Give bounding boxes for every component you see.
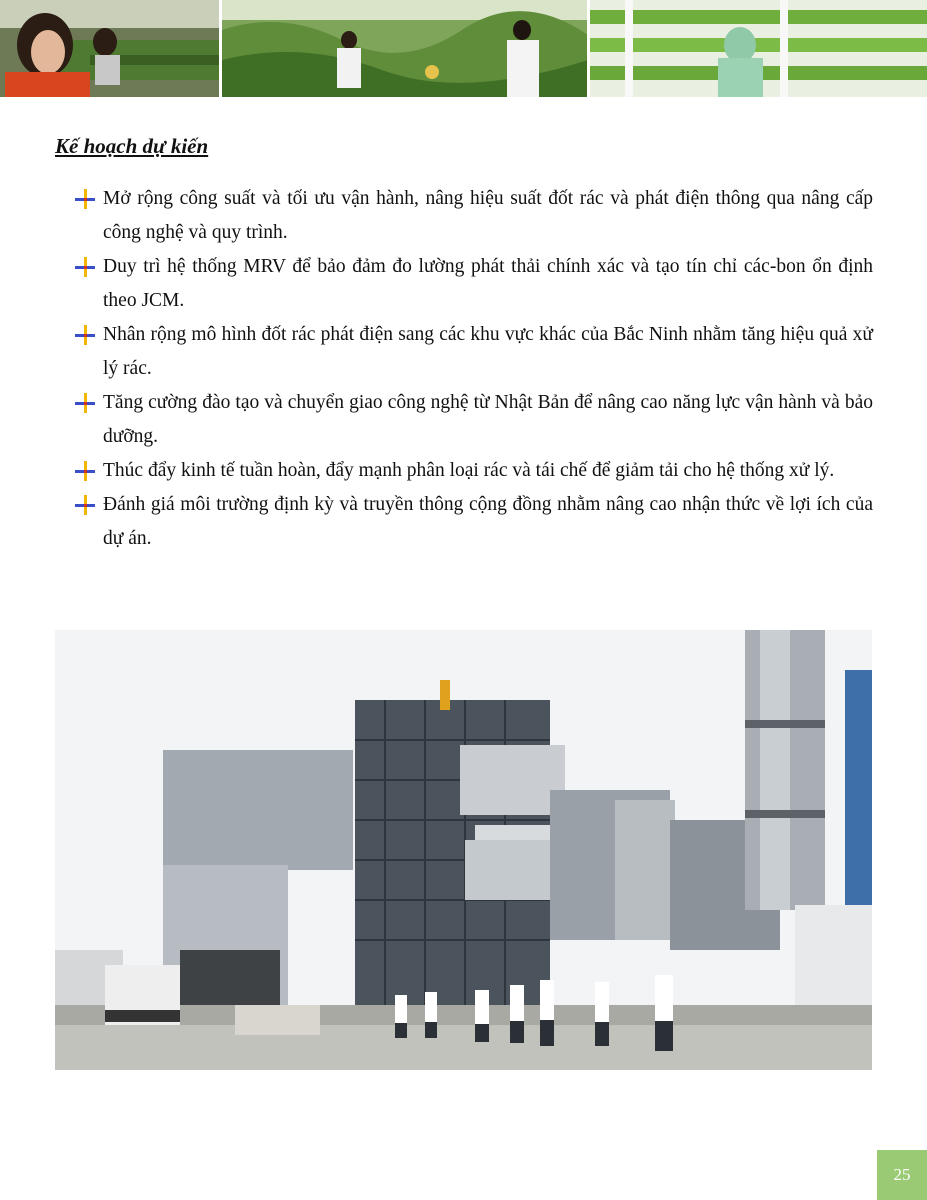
- list-item: [75, 386, 873, 454]
- plan-list: [75, 182, 873, 556]
- list-item: [75, 488, 873, 556]
- section-heading: Kế hoạch dự kiến: [55, 134, 209, 158]
- hydroponic-vegetable-farm-photo: [590, 0, 927, 97]
- list-item-text: Đánh giá môi trường định kỳ và truyền thông cộng đồng nhằm nâng cao nhận thức về lợi ích của dự án.: [103, 494, 873, 549]
- list-item: [75, 454, 873, 488]
- page-number: 25: [877, 1150, 927, 1200]
- list-item-text: Thúc đẩy kinh tế tuần hoàn, đẩy mạnh phân loại rác và tái chế để giảm tải cho hệ thống xử lý.: [103, 460, 835, 481]
- greenhouse-seedling-workers-photo: [0, 0, 219, 97]
- arrow-bullet-icon: [75, 325, 95, 345]
- list-item-text: Tăng cường đào tạo và chuyển giao công nghệ từ Nhật Bản để nâng cao năng lực vận hành và bảo dưỡng.: [103, 392, 873, 447]
- list-item-text: Nhân rộng mô hình đốt rác phát điện sang các khu vực khác của Bắc Ninh nhằm tăng hiệu quả xử lý rác.: [103, 324, 873, 379]
- arrow-bullet-icon: [75, 393, 95, 413]
- arrow-bullet-icon: [75, 461, 95, 481]
- list-item: [75, 182, 873, 250]
- list-item-text: Mở rộng công suất và tối ưu vận hành, nâng hiệu suất đốt rác và phát điện thông qua nâng cấp công nghệ và quy trình.: [103, 188, 873, 243]
- arrow-bullet-icon: [75, 495, 95, 515]
- arrow-bullet-icon: [75, 257, 95, 277]
- list-item: [75, 318, 873, 386]
- arrow-bullet-icon: [75, 189, 95, 209]
- waste-to-energy-plant-photo: [55, 630, 872, 1070]
- list-item: [75, 250, 873, 318]
- list-item-text: Duy trì hệ thống MRV để bảo đảm đo lường phát thải chính xác và tạo tín chỉ các-bon ổn định theo JCM.: [103, 256, 873, 311]
- greenhouse-melon-researchers-photo: [222, 0, 587, 97]
- top-photo-strip: [0, 0, 927, 97]
